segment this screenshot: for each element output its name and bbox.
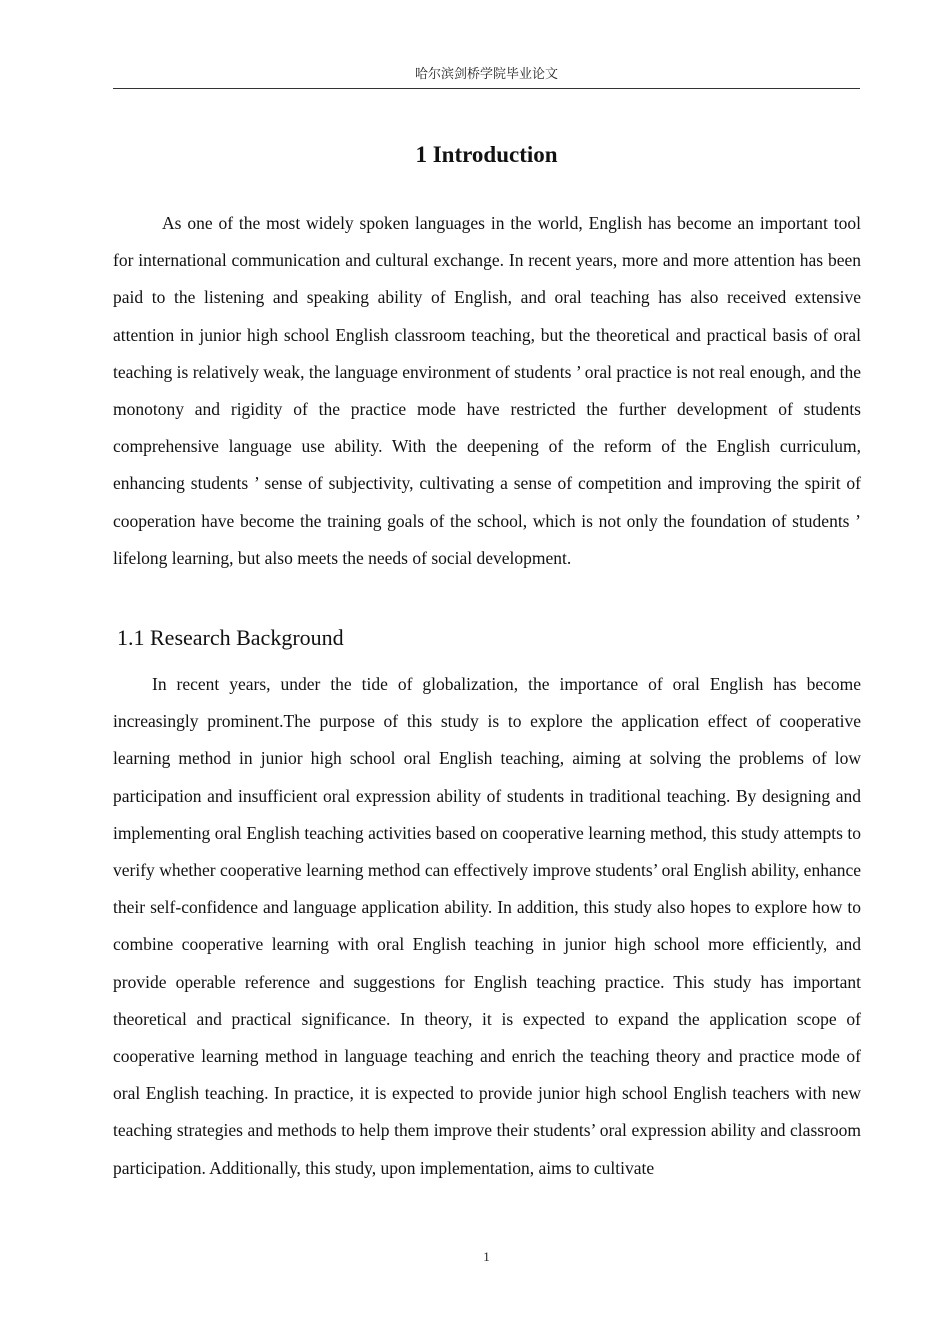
- chapter-title: 1 Introduction: [415, 142, 558, 168]
- background-paragraph: In recent years, under the tide of globalization, the importance of oral English has become increasingly prominent.The purpose of this study is to explore the application effect of cooperative learning method in junior high school oral English teaching, aiming at solving the problems of low participation and insufficient oral expression ability of students in traditional teaching. By designing and implementing oral English teaching activities based on cooperative learning method, this study attempts to verify whether cooperative learning method can effectively improve students’ oral English ability, enhance their self-confidence and language application ability. In addition, this study also hopes to explore how to combine cooperative learning with oral English teaching in junior high school more efficiently, and provide operable reference and suggestions for English teaching practice. This study has important theoretical and practical significance. In theory, it is expected to expand the application scope of cooperative learning method in language teaching and enrich the teaching theory and practice mode of oral English teaching. In practice, it is expected to provide junior high school English teachers with new teaching strategies and methods to help them improve their students’ oral expression ability and classroom participation. Additionally, this study, upon implementation, aims to cultivate: [113, 674, 861, 1178]
- section-heading: 1.1 Research Background: [117, 625, 344, 650]
- header-rule: [113, 88, 860, 89]
- running-header: 哈尔滨剑桥学院毕业论文: [414, 67, 558, 82]
- intro-paragraph: As one of the most widely spoken languages in the world, English has become an important tool for international communication and cultural exchange. In recent years, more and more attention has been paid to the listening and speaking ability of English, and oral teaching has also received extensive attention in junior high school English classroom teaching, but the theoretical and practical basis of oral teaching is relatively weak, the language environment of students ’ oral practice is not real enough, and the monotony and rigidity of the practice mode have restricted the further development of students comprehensive language use ability. With the deepening of the reform of the English curriculum, enhancing students ’ sense of subjectivity, cultivating a sense of competition and improving the spirit of cooperation have become the training goals of the school, which is not only the foundation of students ’ lifelong learning, but also meets the needs of social development.: [113, 213, 861, 568]
- page-number: 1: [483, 1249, 490, 1264]
